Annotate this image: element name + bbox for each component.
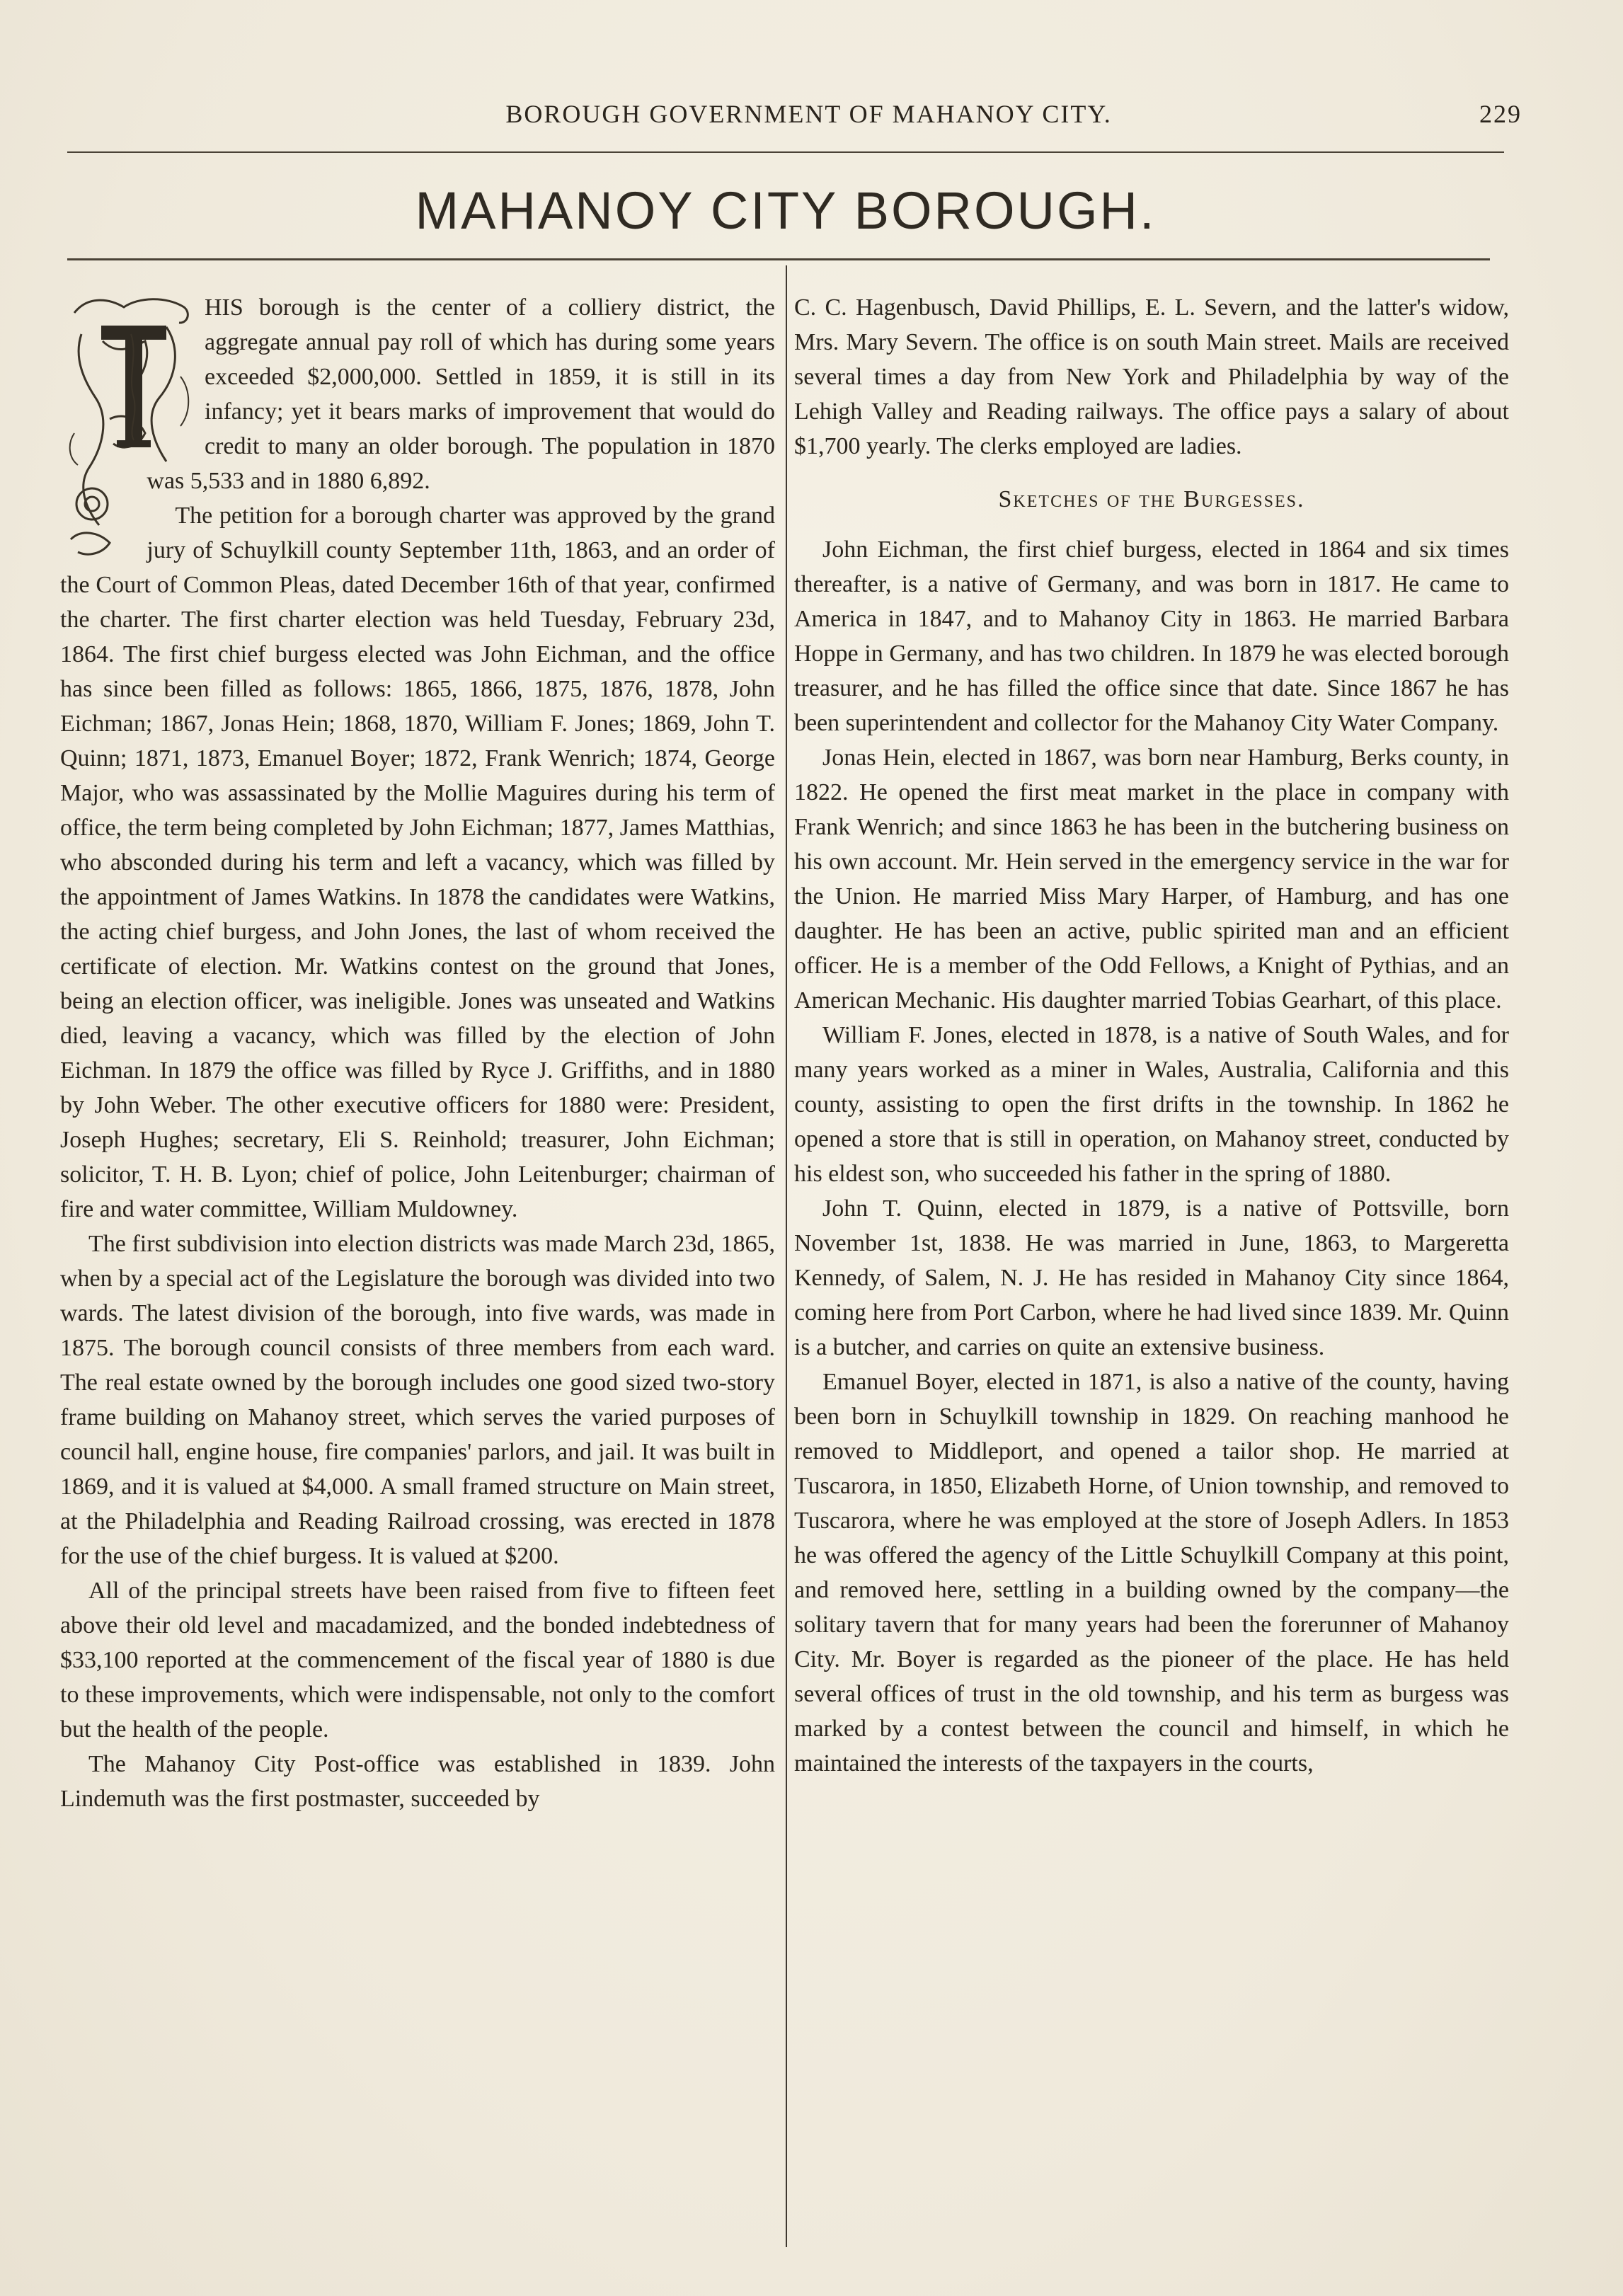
page-title: MAHANOY CITY BOROUGH. xyxy=(415,181,1157,240)
header-rule xyxy=(67,151,1504,153)
running-head xyxy=(67,99,1550,142)
left-column xyxy=(60,290,775,1816)
paragraph-streets: All of the principal streets have been raised from five to fifteen feet above their old level and macadamized, and the bonded indebtedness of $33,100 reported at the commencement of the fiscal year of 1880 is due to these improvements, which were indispensable, not only to the comfort but the health of the people. xyxy=(60,1578,775,1743)
paragraph-jonas-hein: Jonas Hein, elected in 1867, was born near Hamburg, Berks county, in 1822. He opened the first meat market in the place in company with Frank Wenrich; and since 1863 he has been in the butchering business on his own account. Mr. Hein served in the emergency service in the war for the Union. He married Miss Mary Harper, of Hamburg, and has one daughter. He has been an active, public spirited man and an efficient officer. He is a member of the Odd Fellows, a Knight of Pythias, and an American Mechanic. His daughter married Tobias Gearhart, of this place. xyxy=(794,745,1509,1014)
running-head-title: BOROUGH GOVERNMENT OF MAHANOY CITY. xyxy=(505,100,1112,128)
paragraph-post-office: The Mahanoy City Post-office was established in 1839. John Lindemuth was the first postmaster, succeeded by xyxy=(60,1751,775,1812)
paragraph-john-quinn: John T. Quinn, elected in 1879, is a native of Pottsville, born November 1st, 1838. He was married in June, 1863, to Margeretta Kennedy, of Salem, N. J. He has resided in Mahanoy City since 1864, coming here from Port Carbon, where he had lived since 1839. Mr. Quinn is a butcher, and carries on quite an extensive business. xyxy=(794,1195,1509,1360)
paragraph-john-eichman: John Eichman, the first chief burgess, elected in 1864 and six times thereafter, is a native of Germany, and was born in 1817. He came to America in 1847, and to Mahanoy City in 1863. He married Barbara Hoppe in Germany, and has two children. In 1879 he was elected borough treasurer, and he has filled the office since that date. Since 1867 he has been superintendent and collector for the Mahanoy City Water Company. xyxy=(794,536,1509,736)
paragraph-william-jones: William F. Jones, elected in 1878, is a native of South Wales, and for many years worked as a miner in Wales, Australia, California and this county, assisting to open the first drifts in the township. In 1862 he opened a store that is still in operation, on Mahanoy street, conducted by his eldest son, who succeeded his father in the spring of 1880. xyxy=(794,1022,1509,1187)
paragraph-emanuel-boyer: Emanuel Boyer, elected in 1871, is also a native of the county, having been born in Schuylkill township in 1829. On reaching manhood he removed to Middleport, and opened a tailor shop. He married at Tuscarora, in 1850, Elizabeth Horne, of Union township, and removed to Tuscarora, where he was employed at the store of Joseph Adlers. In 1853 he was offered the agency of the Little Schuylkill Company at this point, and removed here, settling in a building owned by the company—the solitary tavern that for many years had been the forerunner of Mahanoy City. Mr. Boyer is regarded as the pioneer of the place. He has held several offices of trust in the old township, and his term as burgess was marked by a contest between the council and himself, in which he maintained the interests of the taxpayers in the courts, xyxy=(794,1369,1509,1776)
paragraph-intro: HIS borough is the center of a colliery district, the aggregate annual pay roll of which has during some years exceeded $2,000,000. Settled in 1859, it is still in its infancy; yet it bears marks of improvement that would do credit to many an older borough. The population in 1870 was 5,533 and in 1880 6,892. xyxy=(147,294,775,494)
right-column xyxy=(794,290,1509,1781)
paragraph-wards: The first subdivision into election districts was made March 23d, 1865, when by a special act of the Legislature the borough was divided into two wards. The latest division of the borough, into five wards, was made in 1875. The borough council consists of three members from each ward. The real estate owned by the borough includes one good sized two-story frame building on Mahanoy street, which serves the varied purposes of council hall, engine house, fire companies' parlors, and jail. It was built in 1869, and it is valued at $4,000. A small framed structure on Main street, at the Philadelphia and Reading Railroad crossing, was erected in 1878 for the use of the chief burgess. It is valued at $200. xyxy=(60,1231,775,1569)
column-divider xyxy=(786,265,787,2247)
paragraph-charter: The petition for a borough charter was approved by the grand jury of Schuylkill county September 11th, 1863, and an order of the Court of Common Pleas, dated December 16th of that year, confirmed the charter. The first charter election was held Tuesday, February 23d, 1864. The first chief burgess elected was John Eichman, and the office has since been filled as follows: 1865, 1866, 1875, 1876, 1878, John Eichman; 1867, Jonas Hein; 1868, 1870, William F. Jones; 1869, John T. Quinn; 1871, 1873, Emanuel Boyer; 1872, Frank Wenrich; 1874, George Major, who was assassinated by the Mollie Maguires during his term of office, the term being completed by John Eichman; 1877, James Matthias, who absconded during his term and left a vacancy, which was filled by the appointment of James Watkins. In 1878 the candidates were Watkins, the acting chief burgess, and John Jones, the last of whom received the certificate of election. Mr. Watkins contest on the ground that Jones, being an election officer, was ineligible. Jones was unseated and Watkins died, leaving a vacancy, which was filled by the election of John Eichman. In 1879 the office was filled by Ryce J. Griffiths, and in 1880 by John Weber. The other executive officers for 1880 were: President, Joseph Hughes; secretary, Eli S. Reinhold; treasurer, John Eichman; solicitor, T. H. B. Lyon; chief of police, John Leitenburger; chairman of fire and water committee, William Muldowney. xyxy=(60,503,775,1222)
paragraph-post-office-continued: C. C. Hagenbusch, David Phillips, E. L. Severn, and the latter's widow, Mrs. Mary Severn. The office is on south Main street. Mails are received several times a day from New York and Philadelphia by way of the Lehigh Valley and Reading railways. The office pays a salary of about $1,700 yearly. The clerks employed are ladies. xyxy=(794,294,1509,459)
section-heading: Sketches of the Burgesses. xyxy=(998,486,1305,512)
title-rule xyxy=(67,258,1490,260)
page-number: 229 xyxy=(1479,100,1522,128)
